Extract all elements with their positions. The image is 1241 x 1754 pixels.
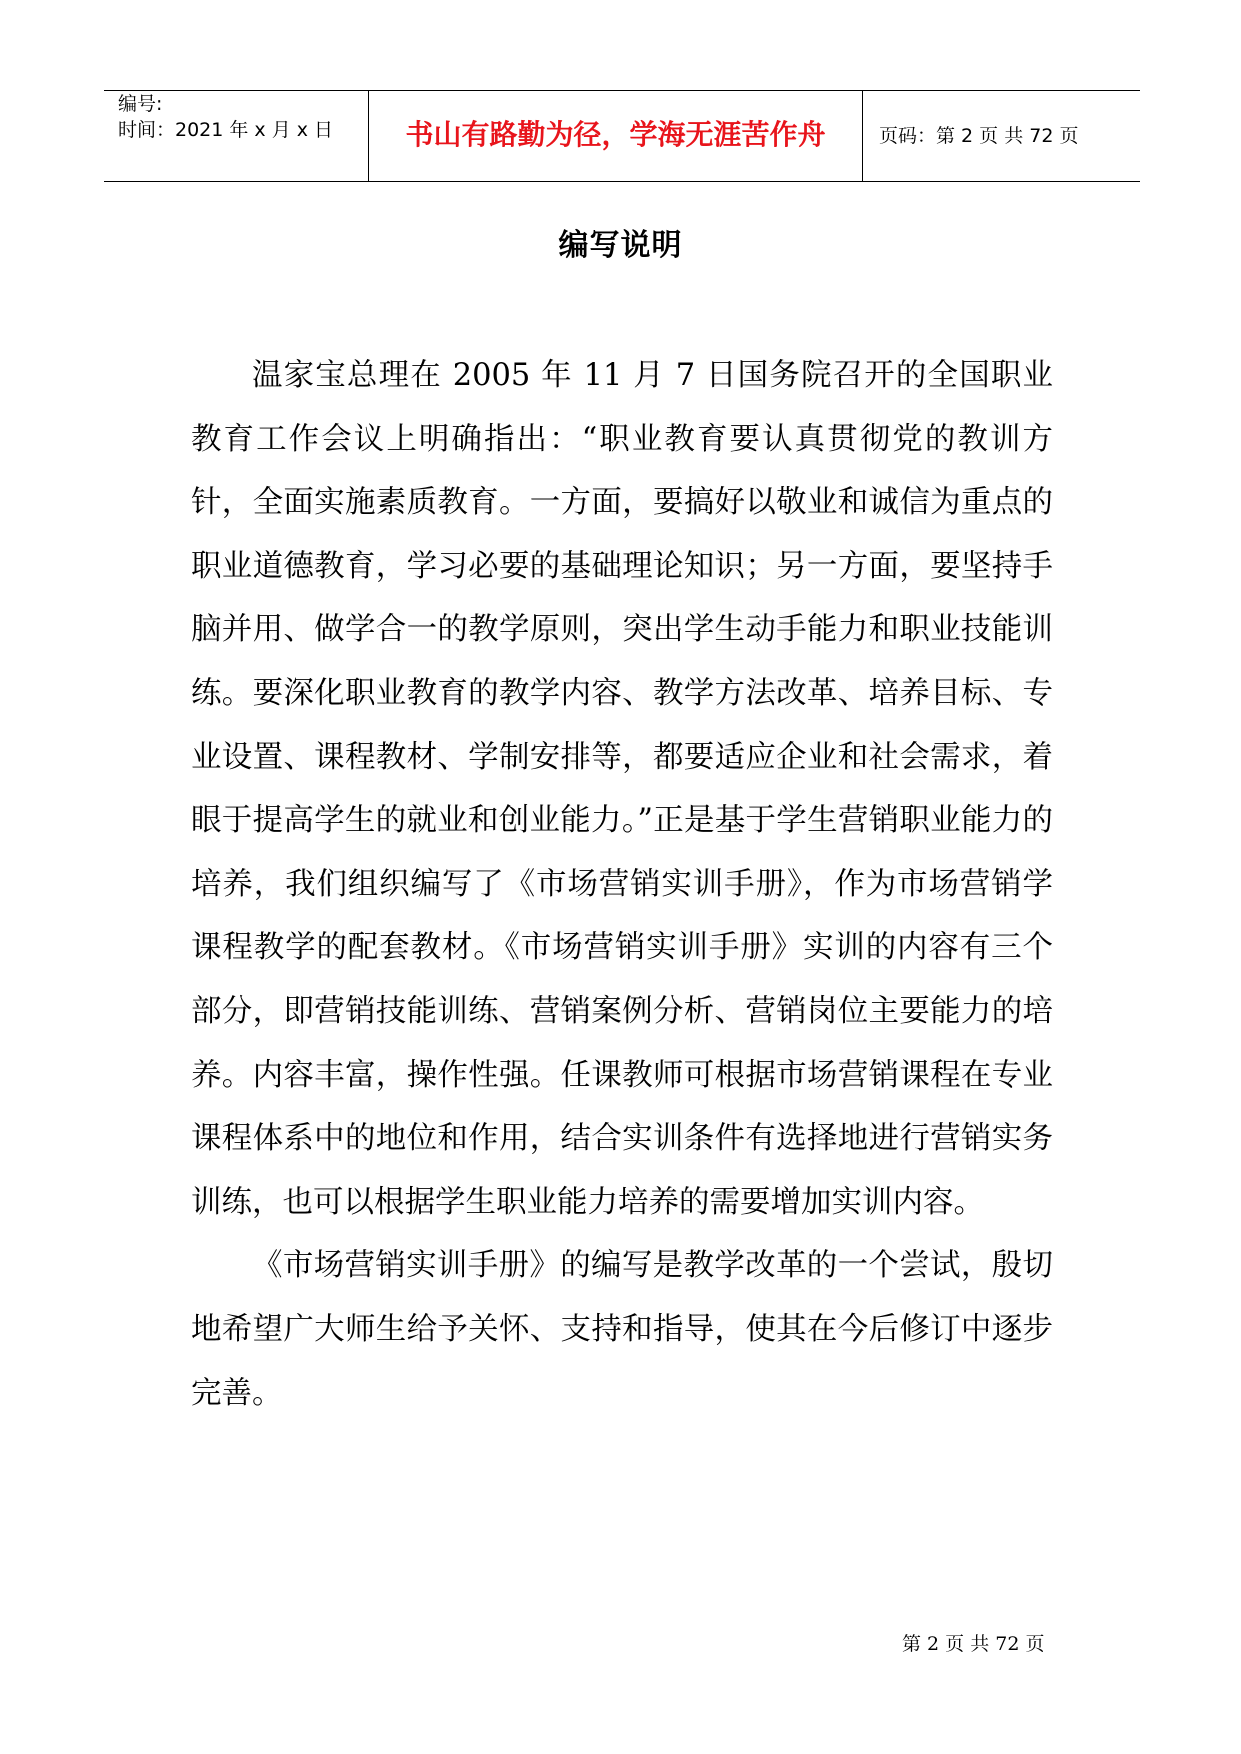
header-page-cell bbox=[863, 91, 1140, 181]
document-time-label: 时间：2021 年 x 月 x 日 bbox=[118, 119, 334, 141]
document-body bbox=[191, 344, 1053, 1425]
document-number-label: 编号: bbox=[118, 93, 163, 115]
body-paragraph: 温家宝总理在 2005 年 11 月 7 日国务院召开的全国职业教育工作会议上明确指出：“职业教育要认真贯彻党的教训方针，全面实施素质教育。一方面，要搞好以敬业和诚信为重点的职业道德教育，学习必要的基础理论知识；另一方面，要坚持手脑并用、做学合一的教学原则，突出学生动手能力和职业技能训练。要深化职业教育的教学内容、教学方法改革、培养目标、专业设置、课程教材、学制安排等，都要适应企业和社会需求，着眼于提高学生的就业和创业能力。”正是基于学生营销职业能力的培养，我们组织编写了《市场营销实训手册》，作为市场营销学课程教学的配套教材。《市场营销实训手册》实训的内容有三个部分，即营销技能训练、营销案例分析、营销岗位主要能力的培养。内容丰富，操作性强。任课教师可根据市场营销课程在专业课程体系中的地位和作用，结合实训条件有选择地进行营销实务训练，也可以根据学生职业能力培养的需要增加实训内容。 bbox=[191, 358, 1053, 1220]
document-title: 编写说明 bbox=[558, 228, 683, 263]
header-motto: 书山有路勤为径，学海无涯苦作舟 bbox=[405, 118, 826, 151]
page-footer: 第 2 页 共 72 页 bbox=[902, 1633, 1045, 1655]
page-header bbox=[104, 90, 1140, 182]
header-page-code: 页码：第 2 页 共 72 页 bbox=[879, 125, 1079, 147]
header-meta-cell bbox=[104, 91, 369, 181]
body-paragraph: 《市场营销实训手册》的编写是教学改革的一个尝试，殷切地希望广大师生给予关怀、支持和指导，使其在今后修订中逐步完善。 bbox=[191, 1248, 1053, 1411]
header-motto-cell bbox=[369, 91, 863, 181]
